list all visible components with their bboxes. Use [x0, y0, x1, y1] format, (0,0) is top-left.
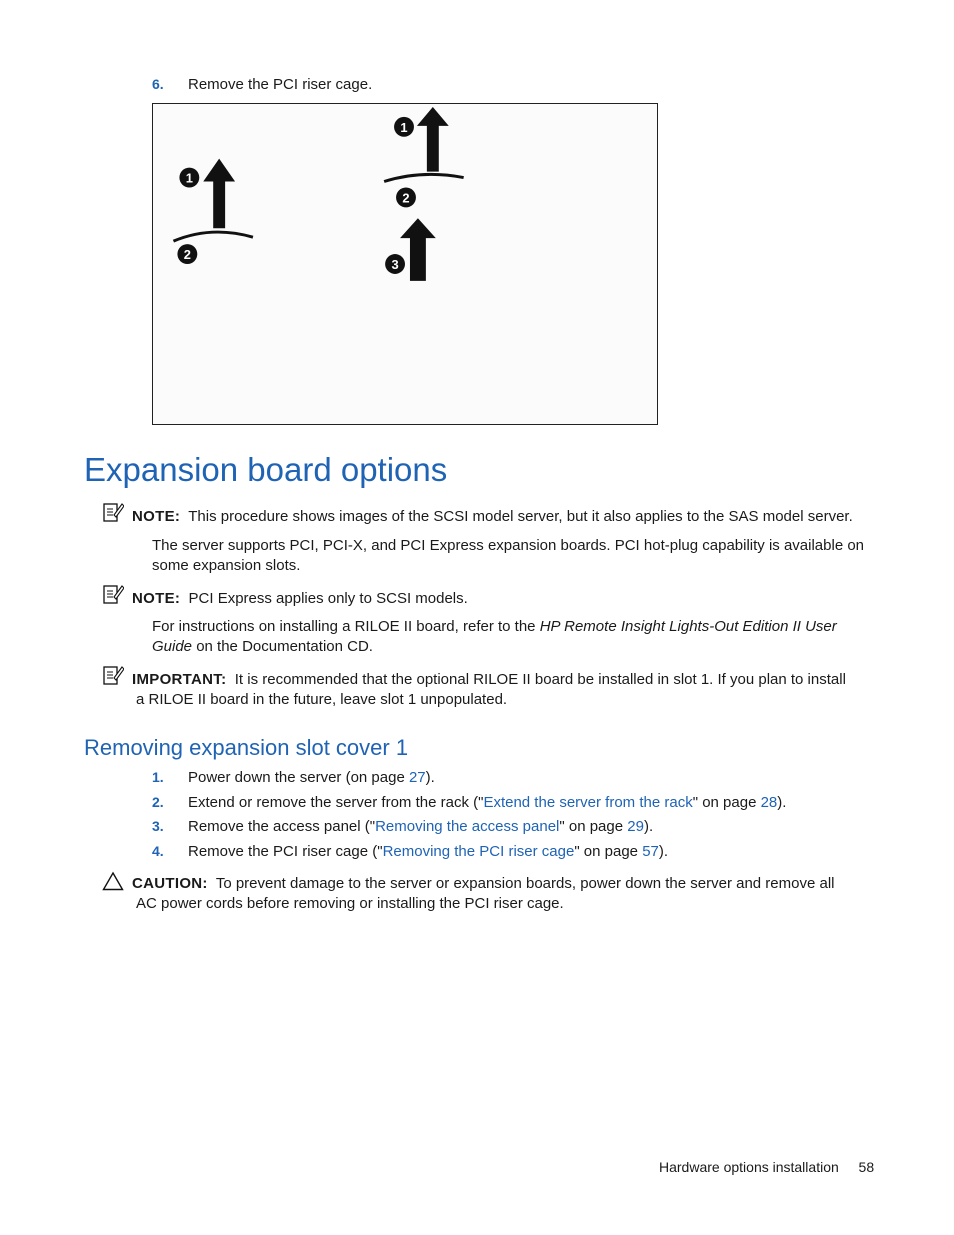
note-block [132, 507, 853, 527]
caution-block [132, 874, 835, 913]
page-link[interactable]: 28 [760, 794, 778, 811]
step-number: 6. [152, 76, 164, 92]
arrow-up-icon [203, 159, 235, 229]
step-text: Remove the PCI riser cage. [188, 76, 373, 93]
callout-label: 1 [185, 170, 193, 186]
callout-badge [179, 168, 199, 188]
important-label: IMPORTANT: [132, 671, 227, 688]
caution-text: To prevent damage to the server or expansion boards, power down the server and remove all [215, 875, 835, 892]
callout-label: 1 [400, 119, 408, 135]
body-paragraph [152, 536, 864, 575]
caution-icon [102, 871, 124, 891]
note-text: This procedure shows images of the SCSI model server, but it also applies to the SAS model server. [188, 508, 853, 525]
list-item [152, 768, 872, 793]
guide-title: Guide [152, 637, 193, 655]
callout-label: 3 [391, 256, 399, 272]
step-text [188, 842, 668, 862]
callout-badge [177, 244, 197, 264]
figure-graphic [153, 104, 657, 424]
step-text-part: ). [425, 769, 435, 786]
section-heading: Expansion board options [84, 451, 448, 488]
important-line: a RILOE II board in the future, leave slot 1 unpopulated. [136, 690, 508, 708]
note-icon [102, 583, 124, 605]
important-block [132, 670, 846, 709]
arrow-up-icon [417, 107, 449, 172]
note-label: NOTE: [132, 508, 181, 525]
callout-badge [396, 187, 416, 207]
step-text-part: ). [777, 794, 787, 811]
step-text-part: ). [643, 818, 654, 835]
page-link[interactable]: 27 [408, 769, 426, 786]
page-link[interactable]: 57 [642, 843, 659, 860]
steps-list [152, 768, 872, 867]
list-item [152, 793, 872, 817]
note-block [132, 589, 468, 609]
list-item [152, 842, 872, 867]
paragraph-line: some expansion slots. [152, 556, 301, 574]
step-text-part: ). [658, 843, 669, 860]
note-label: NOTE: [132, 590, 181, 607]
step-text-part: " on page [692, 794, 761, 811]
important-icon [102, 664, 124, 686]
step-number: 4. [152, 843, 164, 859]
caution-label: CAUTION: [132, 875, 208, 892]
paragraph-line [152, 617, 837, 637]
body-paragraph [152, 617, 837, 656]
step-text-part: " on page [574, 843, 643, 860]
step-text [188, 817, 653, 837]
paragraph-line: The server supports PCI, PCI-X, and PCI Express expansion boards. PCI hot-plug capability is available on [152, 537, 865, 554]
rotate-arrow-icon [173, 232, 253, 241]
note-text: PCI Express applies only to SCSI models. [188, 590, 468, 607]
caution-line [132, 874, 835, 894]
page-footer [659, 1159, 874, 1175]
step-text-part: " on page [559, 818, 628, 835]
important-text: It is recommended that the optional RILOE II board be installed in slot 1. If you plan to install [234, 671, 846, 688]
cross-ref-link[interactable]: Extend the server from the rack [483, 794, 693, 811]
step-number: 1. [152, 769, 164, 785]
important-line [132, 670, 846, 690]
step-number: 3. [152, 818, 164, 834]
arrow-up-icon [400, 218, 436, 281]
footer-section: Hardware options installation [659, 1159, 839, 1175]
guide-title: HP Remote Insight Lights-Out Edition II User [539, 618, 837, 635]
callout-badge [394, 117, 414, 137]
list-item [152, 817, 872, 842]
step-text-part: Remove the access panel (" [188, 818, 376, 835]
note-icon [102, 501, 124, 523]
cross-ref-link[interactable]: Removing the PCI riser cage [382, 843, 575, 860]
cross-ref-link[interactable]: Removing the access panel [375, 818, 560, 835]
callout-label: 2 [402, 190, 410, 206]
callout-label: 2 [183, 247, 191, 263]
step-text-part: Remove the PCI riser cage (" [188, 843, 383, 860]
paragraph-line [152, 637, 837, 657]
step-text [188, 793, 786, 813]
step-text-part: Power down the server (on page [188, 769, 409, 786]
paragraph-text: on the Documentation CD. [192, 637, 373, 655]
callout-badge [385, 254, 405, 274]
step-text [188, 768, 435, 788]
page-number: 58 [858, 1159, 875, 1175]
caution-line: AC power cords before removing or installing the PCI riser cage. [136, 894, 564, 912]
paragraph-text: For instructions on installing a RILOE II board, refer to the [152, 618, 540, 635]
subsection-heading: Removing expansion slot cover 1 [84, 735, 409, 760]
rotate-arrow-icon [384, 174, 464, 181]
step-text-part: Extend or remove the server from the rack (" [188, 794, 484, 811]
page-link[interactable]: 29 [627, 818, 644, 835]
figure-pci-riser-cage [152, 103, 658, 425]
step-number: 2. [152, 794, 164, 810]
